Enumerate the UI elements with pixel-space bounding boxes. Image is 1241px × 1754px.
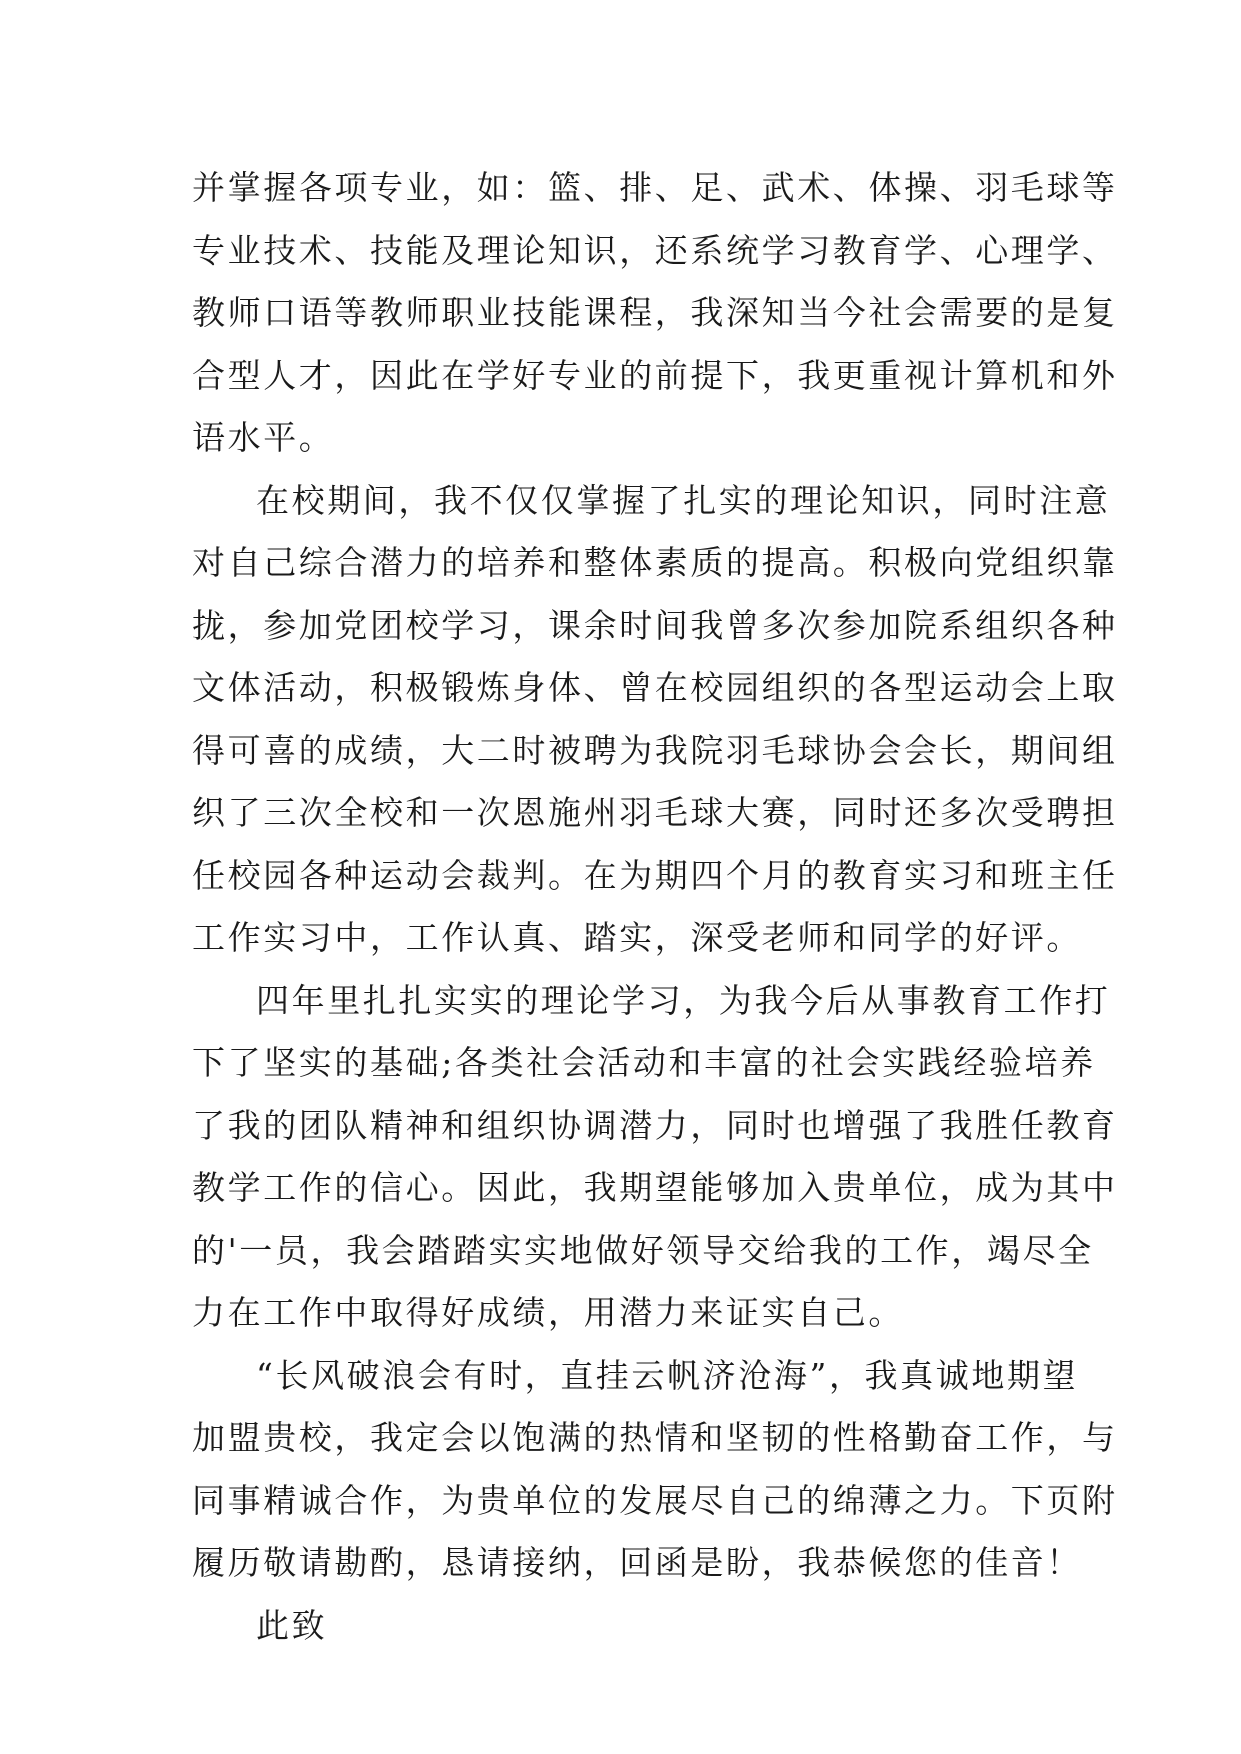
text-line: 拢，参加党团校学习，课余时间我曾多次参加院系组织各种 xyxy=(192,605,1118,645)
text-line: 力在工作中取得好成绩，用潜力来证实自己。 xyxy=(192,1293,904,1332)
text-line: 文体活动，积极锻炼身体、曾在校园组织的各型运动会上取 xyxy=(192,668,1118,707)
paragraph-start-line: 在校期间，我不仅仅掌握了扎实的理论知识，同时注意 xyxy=(256,480,1111,520)
text-line: 工作实习中，工作认真、踏实，深受老师和同学的好评。 xyxy=(192,918,1082,957)
text-line: 同事精诚合作，为贵单位的发展尽自己的绵薄之力。下页附 xyxy=(192,1480,1118,1520)
text-line: 了我的团队精神和组织协调潜力，同时也增强了我胜任教育 xyxy=(192,1105,1118,1145)
paragraph-start-line: 四年里扎扎实实的理论学习，为我今后从事教育工作打 xyxy=(256,980,1111,1020)
text-line: 教学工作的信心。因此，我期望能够加入贵单位，成为其中 xyxy=(192,1168,1118,1207)
text-line: 得可喜的成绩，大二时被聘为我院羽毛球协会会长，期间组 xyxy=(192,730,1118,770)
paragraph-start-line: “长风破浪会有时，直挂云帆济沧海”，我真诚地期望 xyxy=(256,1355,1079,1395)
text-line: 下了坚实的基础;各类社会活动和丰富的社会实践经验培养 xyxy=(192,1043,1096,1082)
closing-salutation: 此致 xyxy=(256,1605,328,1645)
text-line: 教师口语等教师职业技能课程，我深知当今社会需要的是复 xyxy=(192,293,1118,332)
text-line: 履历敬请勘酌，恳请接纳，回函是盼，我恭候您的佳音！ xyxy=(192,1543,1082,1582)
text-line: 的'一员，我会踏踏实实地做好领导交给我的工作，竭尽全 xyxy=(192,1230,1094,1270)
text-line: 织了三次全校和一次恩施州羽毛球大赛，同时还多次受聘担 xyxy=(192,793,1118,832)
text-line: 任校园各种运动会裁判。在为期四个月的教育实习和班主任 xyxy=(192,855,1118,895)
text-line: 合型人才，因此在学好专业的前提下，我更重视计算机和外 xyxy=(192,355,1118,395)
letter-body xyxy=(192,157,1118,1657)
text-line: 加盟贵校，我定会以饱满的热情和坚韧的性格勤奋工作，与 xyxy=(192,1418,1118,1457)
text-line: 语水平。 xyxy=(192,418,335,457)
text-line: 专业技术、技能及理论知识，还系统学习教育学、心理学、 xyxy=(192,230,1118,270)
text-line: 对自己综合潜力的培养和整体素质的提高。积极向党组织靠 xyxy=(192,543,1118,582)
text-line: 并掌握各项专业，如：篮、排、足、武术、体操、羽毛球等 xyxy=(192,168,1118,207)
